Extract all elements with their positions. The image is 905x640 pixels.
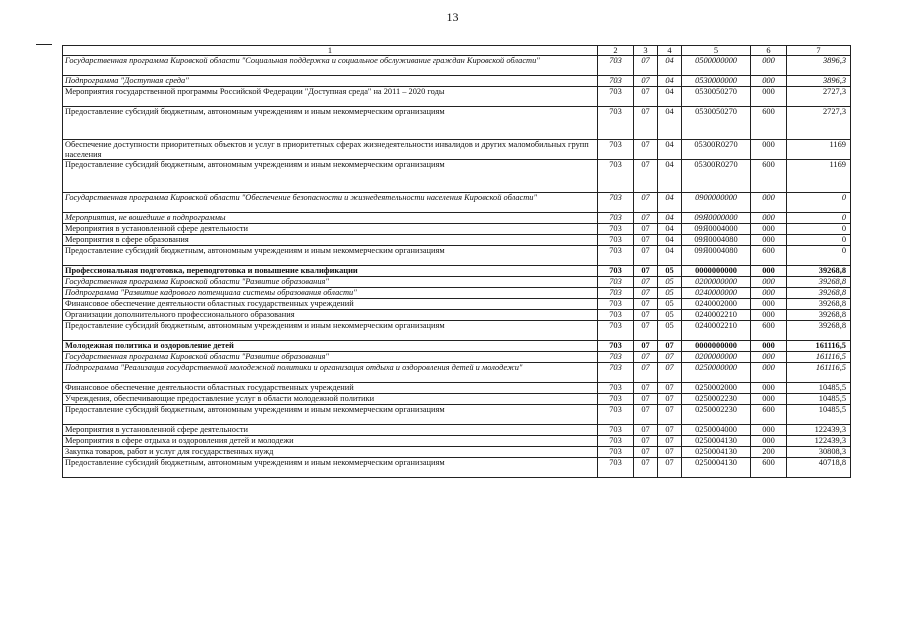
target-code-cell: 05300R0270 <box>682 140 751 160</box>
amount-cell: 40718,8 <box>787 458 851 478</box>
section-cell: 07 <box>634 299 658 310</box>
target-code-cell: 0500000000 <box>682 56 751 76</box>
subsection-cell: 07 <box>658 425 682 436</box>
row-name-cell: Финансовое обеспечение деятельности областных государственных учреждений <box>63 299 598 310</box>
admin-code-cell: 703 <box>598 76 634 87</box>
admin-code-cell: 703 <box>598 87 634 107</box>
expense-type-cell: 000 <box>751 76 787 87</box>
table-row <box>63 266 851 277</box>
target-code-cell: 0000000000 <box>682 341 751 352</box>
row-name-cell: Предоставление субсидий бюджетным, автономным учреждениям и иным некоммерческим организациям <box>63 246 598 266</box>
subsection-cell: 07 <box>658 405 682 425</box>
admin-code-cell: 703 <box>598 341 634 352</box>
expense-type-cell: 000 <box>751 288 787 299</box>
expense-type-cell: 000 <box>751 299 787 310</box>
amount-cell: 0 <box>787 246 851 266</box>
table-row <box>63 458 851 478</box>
table-row <box>63 224 851 235</box>
row-name-cell: Организации дополнительного профессионального образования <box>63 310 598 321</box>
amount-cell: 122439,3 <box>787 425 851 436</box>
subsection-cell: 07 <box>658 383 682 394</box>
section-cell: 07 <box>634 76 658 87</box>
row-name-cell: Мероприятия в сфере отдыха и оздоровления детей и молодежи <box>63 436 598 447</box>
section-cell: 07 <box>634 425 658 436</box>
row-name-cell: Мероприятия в установленной сфере деятельности <box>63 224 598 235</box>
row-name-cell: Обеспечение доступности приоритетных объектов и услуг в приоритетных сферах жизнедеятельности инвалидов и других маломобильных групп населения <box>63 140 598 160</box>
amount-cell: 2727,3 <box>787 87 851 107</box>
subsection-cell: 07 <box>658 352 682 363</box>
target-code-cell: 09Я0004080 <box>682 246 751 266</box>
section-cell: 07 <box>634 383 658 394</box>
margin-dash <box>36 44 52 45</box>
expense-type-cell: 000 <box>751 425 787 436</box>
section-cell: 07 <box>634 447 658 458</box>
row-name-cell: Подпрограмма "Реализация государственной молодежной политики и организация отдыха и оздоровления детей и молодежи" <box>63 363 598 383</box>
subsection-cell: 07 <box>658 363 682 383</box>
row-name-cell: Предоставление субсидий бюджетным, автономным учреждениям и иным некоммерческим организациям <box>63 160 598 193</box>
section-cell: 07 <box>634 352 658 363</box>
expense-type-cell: 000 <box>751 87 787 107</box>
table-row <box>63 383 851 394</box>
target-code-cell: 0250002000 <box>682 383 751 394</box>
section-cell: 07 <box>634 87 658 107</box>
row-name-cell: Мероприятия в сфере образования <box>63 235 598 246</box>
table-row <box>63 246 851 266</box>
amount-cell: 39268,8 <box>787 266 851 277</box>
admin-code-cell: 703 <box>598 425 634 436</box>
target-code-cell: 0240002210 <box>682 321 751 341</box>
section-cell: 07 <box>634 394 658 405</box>
expense-type-cell: 000 <box>751 140 787 160</box>
target-code-cell: 0240002000 <box>682 299 751 310</box>
subsection-cell: 05 <box>658 277 682 288</box>
expense-type-cell: 600 <box>751 160 787 193</box>
subsection-cell: 07 <box>658 436 682 447</box>
target-code-cell: 09Я0004000 <box>682 224 751 235</box>
amount-cell: 2727,3 <box>787 107 851 140</box>
table-row <box>63 405 851 425</box>
expense-type-cell: 000 <box>751 394 787 405</box>
subsection-cell: 04 <box>658 224 682 235</box>
section-cell: 07 <box>634 107 658 140</box>
subsection-cell: 04 <box>658 56 682 76</box>
table-row <box>63 321 851 341</box>
admin-code-cell: 703 <box>598 394 634 405</box>
expense-type-cell: 000 <box>751 383 787 394</box>
header-cell: 2 <box>598 46 634 56</box>
admin-code-cell: 703 <box>598 310 634 321</box>
expense-type-cell: 000 <box>751 235 787 246</box>
target-code-cell: 0200000000 <box>682 352 751 363</box>
admin-code-cell: 703 <box>598 246 634 266</box>
subsection-cell: 04 <box>658 160 682 193</box>
amount-cell: 1169 <box>787 160 851 193</box>
target-code-cell: 0250004000 <box>682 425 751 436</box>
expense-type-cell: 600 <box>751 458 787 478</box>
target-code-cell: 0240002210 <box>682 310 751 321</box>
subsection-cell: 04 <box>658 107 682 140</box>
amount-cell: 3896,3 <box>787 76 851 87</box>
amount-cell: 10485,5 <box>787 383 851 394</box>
expense-type-cell: 000 <box>751 193 787 213</box>
amount-cell: 39268,8 <box>787 288 851 299</box>
header-cell: 6 <box>751 46 787 56</box>
amount-cell: 30808,3 <box>787 447 851 458</box>
expense-type-cell: 600 <box>751 246 787 266</box>
row-name-cell: Предоставление субсидий бюджетным, автономным учреждениям и иным некоммерческим организациям <box>63 458 598 478</box>
section-cell: 07 <box>634 363 658 383</box>
section-cell: 07 <box>634 310 658 321</box>
table-row <box>63 288 851 299</box>
admin-code-cell: 703 <box>598 383 634 394</box>
amount-cell: 39268,8 <box>787 321 851 341</box>
subsection-cell: 04 <box>658 246 682 266</box>
target-code-cell: 0200000000 <box>682 277 751 288</box>
row-name-cell: Учреждения, обеспечивающие предоставление услуг в области молодежной политики <box>63 394 598 405</box>
table-row <box>63 140 851 160</box>
section-cell: 07 <box>634 277 658 288</box>
admin-code-cell: 703 <box>598 160 634 193</box>
row-name-cell: Финансовое обеспечение деятельности областных государственных учреждений <box>63 383 598 394</box>
expense-type-cell: 000 <box>751 352 787 363</box>
subsection-cell: 07 <box>658 447 682 458</box>
subsection-cell: 04 <box>658 140 682 160</box>
expense-type-cell: 000 <box>751 56 787 76</box>
row-name-cell: Предоставление субсидий бюджетным, автономным учреждениям и иным некоммерческим организациям <box>63 405 598 425</box>
expense-type-cell: 000 <box>751 277 787 288</box>
target-code-cell: 0530050270 <box>682 87 751 107</box>
table-row <box>63 352 851 363</box>
expense-type-cell: 000 <box>751 310 787 321</box>
admin-code-cell: 703 <box>598 321 634 341</box>
amount-cell: 122439,3 <box>787 436 851 447</box>
amount-cell: 3896,3 <box>787 56 851 76</box>
target-code-cell: 0900000000 <box>682 193 751 213</box>
table-row <box>63 213 851 224</box>
row-name-cell: Государственная программа Кировской области "Обеспечение безопасности и жизнедеятельности населения Кировской области" <box>63 193 598 213</box>
expense-type-cell: 000 <box>751 436 787 447</box>
target-code-cell: 0240000000 <box>682 288 751 299</box>
admin-code-cell: 703 <box>598 288 634 299</box>
target-code-cell: 0250002230 <box>682 394 751 405</box>
subsection-cell: 04 <box>658 235 682 246</box>
amount-cell: 161116,5 <box>787 352 851 363</box>
table-row <box>63 310 851 321</box>
amount-cell: 161116,5 <box>787 363 851 383</box>
amount-cell: 10485,5 <box>787 394 851 405</box>
table-row <box>63 425 851 436</box>
table-row <box>63 193 851 213</box>
header-cell: 5 <box>682 46 751 56</box>
row-name-cell: Мероприятия, не вошедшие в подпрограммы <box>63 213 598 224</box>
expense-type-cell: 000 <box>751 213 787 224</box>
section-cell: 07 <box>634 140 658 160</box>
row-name-cell: Предоставление субсидий бюджетным, автономным учреждениям и иным некоммерческим организациям <box>63 107 598 140</box>
row-name-cell: Подпрограмма "Доступная среда" <box>63 76 598 87</box>
section-cell: 07 <box>634 56 658 76</box>
table-row <box>63 394 851 405</box>
expense-type-cell: 600 <box>751 107 787 140</box>
section-cell: 07 <box>634 436 658 447</box>
row-name-cell: Закупка товаров, работ и услуг для государственных нужд <box>63 447 598 458</box>
target-code-cell: 0250004130 <box>682 436 751 447</box>
subsection-cell: 05 <box>658 288 682 299</box>
amount-cell: 39268,8 <box>787 277 851 288</box>
expense-type-cell: 600 <box>751 405 787 425</box>
row-name-cell: Мероприятия государственной программы Российской Федерации "Доступная среда" на 2011 – 2020 годы <box>63 87 598 107</box>
target-code-cell: 0250004130 <box>682 447 751 458</box>
admin-code-cell: 703 <box>598 277 634 288</box>
subsection-cell: 07 <box>658 458 682 478</box>
expense-type-cell: 600 <box>751 321 787 341</box>
admin-code-cell: 703 <box>598 235 634 246</box>
amount-cell: 0 <box>787 193 851 213</box>
target-code-cell: 0250000000 <box>682 363 751 383</box>
row-name-cell: Молодежная политика и оздоровление детей <box>63 341 598 352</box>
table-row <box>63 87 851 107</box>
row-name-cell: Мероприятия в установленной сфере деятельности <box>63 425 598 436</box>
table-row <box>63 299 851 310</box>
subsection-cell: 04 <box>658 87 682 107</box>
amount-cell: 0 <box>787 235 851 246</box>
section-cell: 07 <box>634 224 658 235</box>
header-cell: 4 <box>658 46 682 56</box>
amount-cell: 10485,5 <box>787 405 851 425</box>
admin-code-cell: 703 <box>598 299 634 310</box>
target-code-cell: 0250002230 <box>682 405 751 425</box>
section-cell: 07 <box>634 458 658 478</box>
admin-code-cell: 703 <box>598 405 634 425</box>
amount-cell: 161116,5 <box>787 341 851 352</box>
section-cell: 07 <box>634 266 658 277</box>
row-name-cell: Государственная программа Кировской области "Социальная поддержка и социальное обслуживание граждан Кировской области" <box>63 56 598 76</box>
admin-code-cell: 703 <box>598 352 634 363</box>
subsection-cell: 04 <box>658 76 682 87</box>
target-code-cell: 0000000000 <box>682 266 751 277</box>
subsection-cell: 05 <box>658 310 682 321</box>
section-cell: 07 <box>634 235 658 246</box>
amount-cell: 1169 <box>787 140 851 160</box>
subsection-cell: 04 <box>658 193 682 213</box>
admin-code-cell: 703 <box>598 266 634 277</box>
admin-code-cell: 703 <box>598 447 634 458</box>
table-row <box>63 107 851 140</box>
header-cell: 1 <box>63 46 598 56</box>
target-code-cell: 0530050270 <box>682 107 751 140</box>
budget-table <box>62 45 851 478</box>
admin-code-cell: 703 <box>598 224 634 235</box>
section-cell: 07 <box>634 405 658 425</box>
section-cell: 07 <box>634 288 658 299</box>
admin-code-cell: 703 <box>598 458 634 478</box>
section-cell: 07 <box>634 321 658 341</box>
subsection-cell: 05 <box>658 321 682 341</box>
section-cell: 07 <box>634 160 658 193</box>
section-cell: 07 <box>634 193 658 213</box>
header-row <box>63 46 851 56</box>
target-code-cell: 0530000000 <box>682 76 751 87</box>
subsection-cell: 05 <box>658 299 682 310</box>
subsection-cell: 04 <box>658 213 682 224</box>
section-cell: 07 <box>634 341 658 352</box>
row-name-cell: Подпрограмма "Развитие кадрового потенциала системы образования области" <box>63 288 598 299</box>
page-number: 13 <box>446 10 459 24</box>
expense-type-cell: 000 <box>751 224 787 235</box>
amount-cell: 0 <box>787 213 851 224</box>
table-row <box>63 160 851 193</box>
table-row <box>63 436 851 447</box>
section-cell: 07 <box>634 213 658 224</box>
subsection-cell: 05 <box>658 266 682 277</box>
header-cell: 7 <box>787 46 851 56</box>
header-cell: 3 <box>634 46 658 56</box>
expense-type-cell: 000 <box>751 363 787 383</box>
expense-type-cell: 000 <box>751 266 787 277</box>
subsection-cell: 07 <box>658 394 682 405</box>
table-row <box>63 341 851 352</box>
target-code-cell: 05300R0270 <box>682 160 751 193</box>
target-code-cell: 0250004130 <box>682 458 751 478</box>
admin-code-cell: 703 <box>598 140 634 160</box>
target-code-cell: 09Я0004080 <box>682 235 751 246</box>
admin-code-cell: 703 <box>598 436 634 447</box>
row-name-cell: Государственная программа Кировской области "Развитие образования" <box>63 352 598 363</box>
amount-cell: 39268,8 <box>787 310 851 321</box>
table-row <box>63 363 851 383</box>
table-row <box>63 447 851 458</box>
admin-code-cell: 703 <box>598 193 634 213</box>
admin-code-cell: 703 <box>598 56 634 76</box>
table-row <box>63 277 851 288</box>
admin-code-cell: 703 <box>598 107 634 140</box>
subsection-cell: 07 <box>658 341 682 352</box>
admin-code-cell: 703 <box>598 363 634 383</box>
row-name-cell: Предоставление субсидий бюджетным, автономным учреждениям и иным некоммерческим организациям <box>63 321 598 341</box>
admin-code-cell: 703 <box>598 213 634 224</box>
row-name-cell: Профессиональная подготовка, переподготовка и повышение квалификации <box>63 266 598 277</box>
table-row <box>63 235 851 246</box>
expense-type-cell: 000 <box>751 341 787 352</box>
table-row <box>63 56 851 76</box>
amount-cell: 0 <box>787 224 851 235</box>
row-name-cell: Государственная программа Кировской области "Развитие образования" <box>63 277 598 288</box>
target-code-cell: 09Я0000000 <box>682 213 751 224</box>
amount-cell: 39268,8 <box>787 299 851 310</box>
expense-type-cell: 200 <box>751 447 787 458</box>
table-row <box>63 76 851 87</box>
section-cell: 07 <box>634 246 658 266</box>
